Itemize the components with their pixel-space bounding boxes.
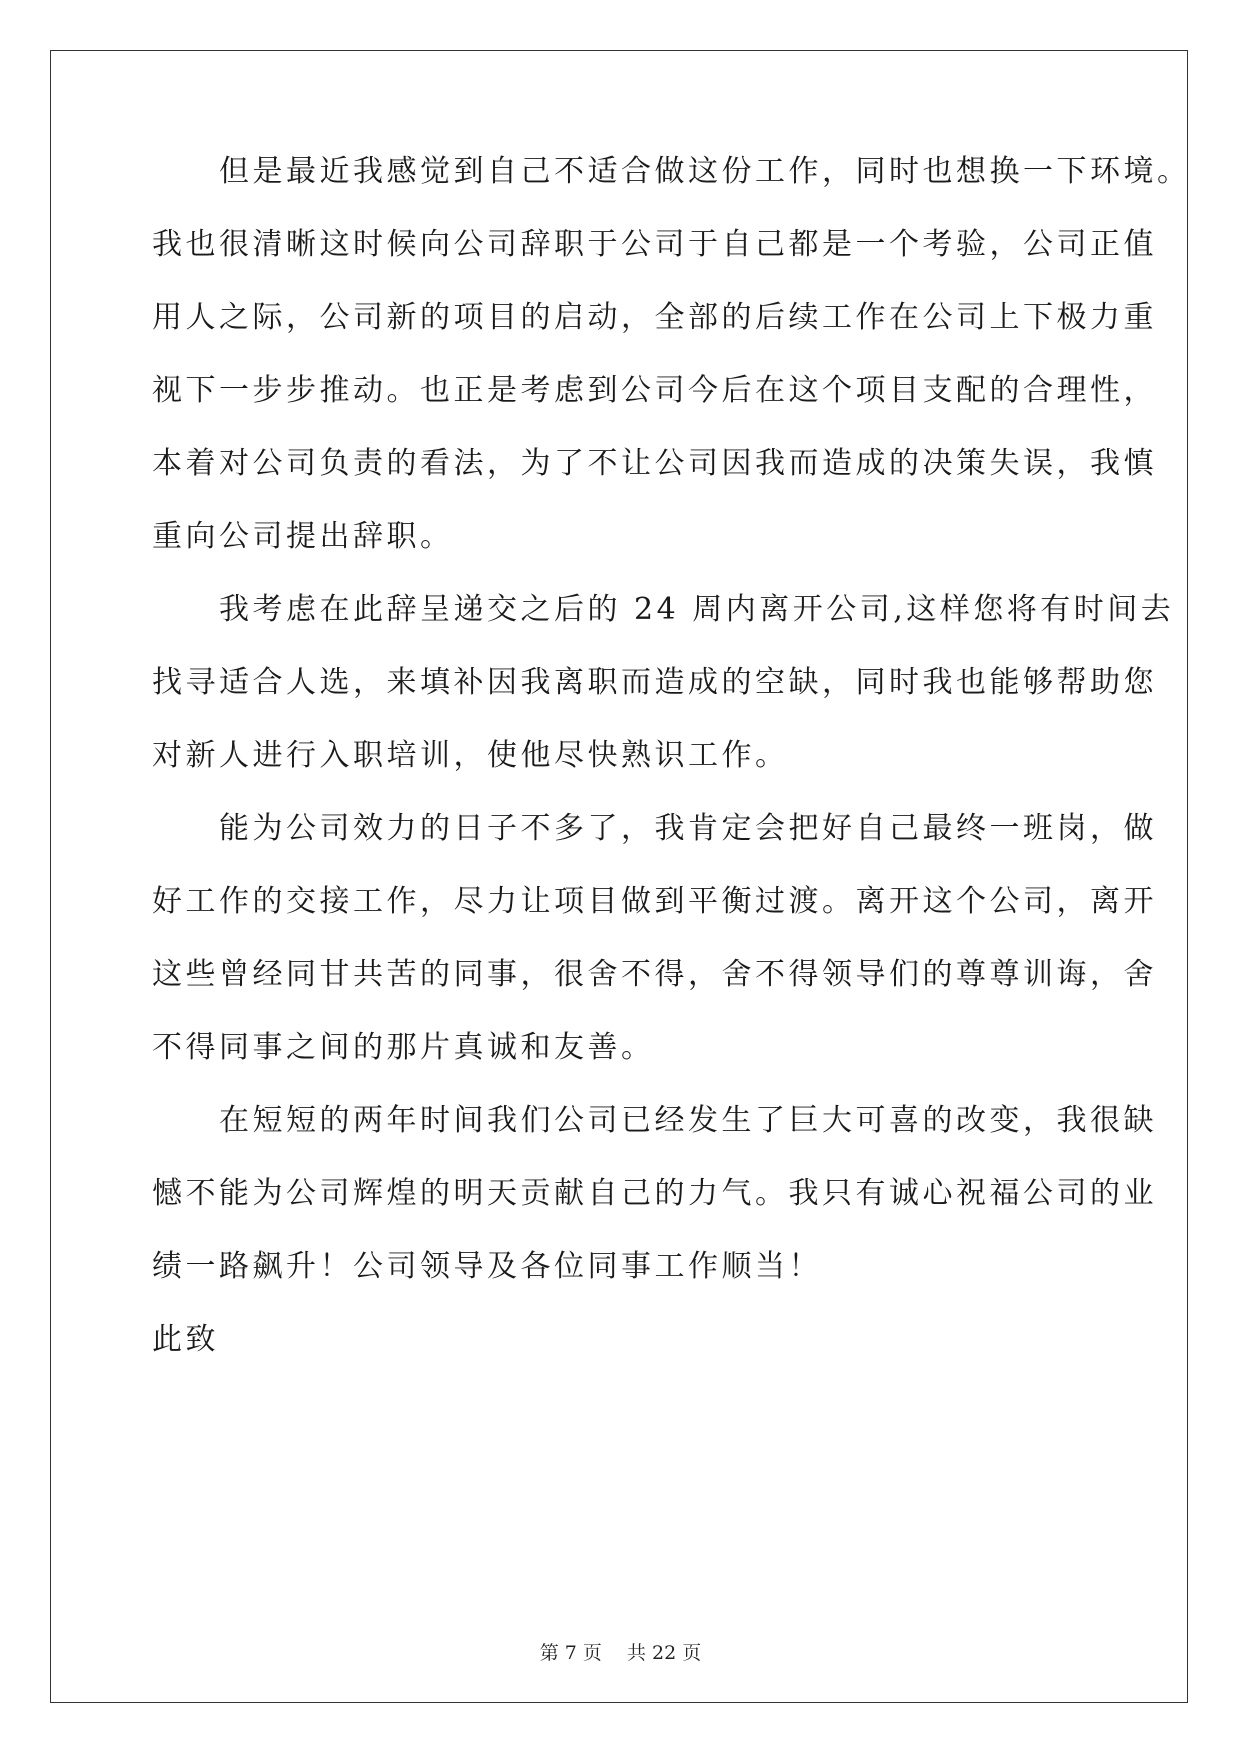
text-line: 对新人进行入职培训，使他尽快熟识工作。 [152, 738, 789, 773]
text-line: 但是最近我感觉到自己不适合做这份工作，同时也想换一下环境。 [152, 154, 1191, 189]
text-line: 找寻适合人选，来填补因我离职而造成的空缺，同时我也能够帮助您 [152, 665, 1157, 700]
text-line: 这些曾经同甘共苦的同事，很舍不得，舍不得领导们的尊尊训诲，舍 [152, 957, 1157, 992]
page-number: 第 7 页 共 22 页 [539, 1642, 702, 1664]
text-line: 用人之际，公司新的项目的启动，全部的后续工作在公司上下极力重 [152, 300, 1157, 335]
text-line: 我也很清晰这时候向公司辞职于公司于自己都是一个考验，公司正值 [152, 227, 1157, 262]
text-line: 不得同事之间的那片真诚和友善。 [152, 1030, 655, 1065]
closing-salutation: 此致 [152, 1322, 219, 1357]
text-line: 能为公司效力的日子不多了，我肯定会把好自己最终一班岗，做 [152, 811, 1157, 846]
text-line: 重向公司提出辞职。 [152, 519, 454, 554]
text-line: 本着对公司负责的看法，为了不让公司因我而造成的决策失误，我慎 [152, 446, 1157, 481]
text-line: 我考虑在此辞呈递交之后的 24 周内离开公司,这样您将有时间去 [152, 592, 1175, 627]
text-line: 绩一路飙升！公司领导及各位同事工作顺当！ [152, 1249, 822, 1284]
page-footer [0, 1641, 1241, 1665]
page-border [50, 50, 1191, 1703]
text-line: 视下一步步推动。也正是考虑到公司今后在这个项目支配的合理性， [152, 373, 1157, 408]
text-line: 憾不能为公司辉煌的明天贡献自己的力气。我只有诚心祝福公司的业 [152, 1176, 1157, 1211]
text-line: 好工作的交接工作，尽力让项目做到平衡过渡。离开这个公司，离开 [152, 884, 1157, 919]
text-line: 在短短的两年时间我们公司已经发生了巨大可喜的改变，我很缺 [152, 1103, 1157, 1138]
